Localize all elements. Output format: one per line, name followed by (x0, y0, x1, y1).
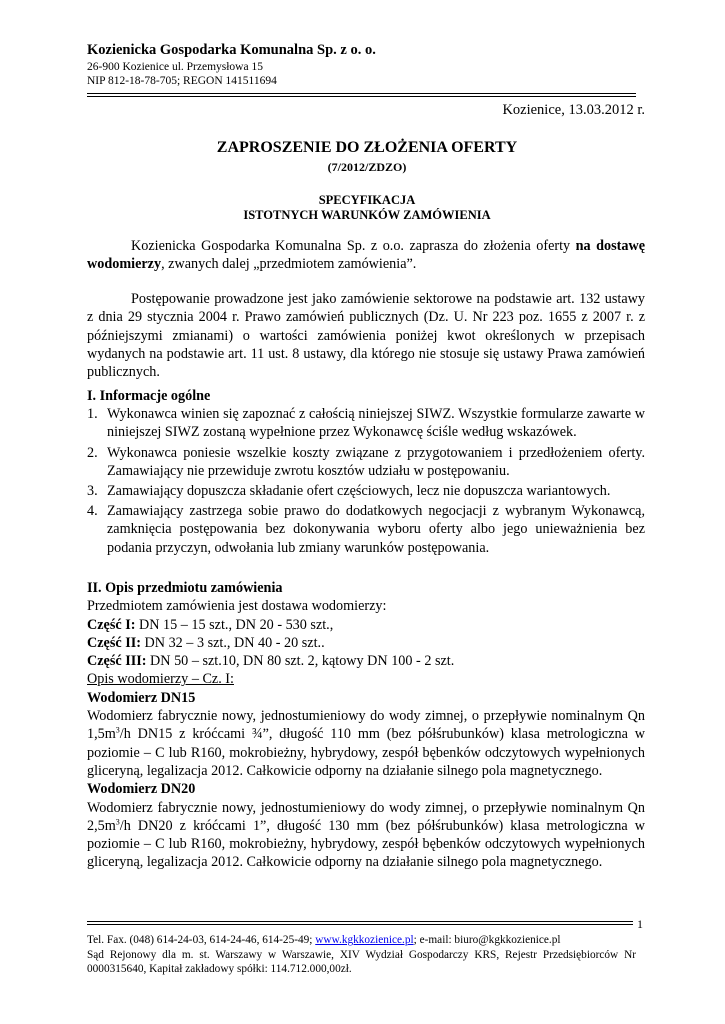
part-label: Część I: (87, 616, 136, 633)
intro-paragraph (87, 237, 645, 274)
spec-title-line2: ISTOTNYCH WARUNKÓW ZAMÓWIENIA (243, 208, 491, 222)
intro-text-c: , zwanych dalej „przedmiotem zamówienia”. (161, 256, 417, 273)
list-item-text: Wykonawca poniesie wszelkie koszty związane z przygotowaniem i przedłożeniem oferty. Zamawiający nie przewiduje zwrotu kosztów udziału w postępowaniu. (107, 445, 645, 480)
list-item-number: 2. (87, 445, 98, 461)
dn20-sup: 3 (115, 817, 120, 827)
list-item-number: 3. (87, 483, 98, 499)
header-rule (87, 93, 636, 94)
list-item-text: Zamawiający zastrzega sobie prawo do dodatkowych negocjacji z wybranym Wykonawcą, zamknięcia postępowania bez dokonywania wyboru oferty albo jego unieważnienia bez podania przyczyn, odwołania lub zmiany warunków postępowania. (107, 503, 645, 556)
document-number: (7/2012/ZDZO) (327, 160, 407, 174)
part-text: DN 32 – 3 szt., DN 40 - 20 szt.. (140, 634, 325, 651)
dn15-text-b: /h DN15 z króćcami ¾”, długość 110 mm (bez półśrubunków) klasa metrologiczna w poziomie – C lub R160, mokrobieżny, hybrydowy, zespół bębenków odczytowych wypełnionych gliceryną, legalizacja 2012. Całkowicie odporny na działanie silnego pola magnetycznego. (87, 726, 645, 779)
part-line (87, 652, 645, 670)
document-date: Kozienice, 13.03.2012 r. (502, 102, 645, 118)
company-address-block (87, 60, 277, 88)
section2-intro: Przedmiotem zamówienia jest dostawa wodomierzy: (87, 598, 387, 615)
company-ids: NIP 812-18-78-705; REGON 141511694 (87, 75, 277, 87)
spec-title-line1: SPECYFIKACJA (318, 193, 416, 207)
list-item-number: 4. (87, 503, 98, 519)
intro-text-a: Kozienicka Gospodarka Komunalna Sp. z o.o. zaprasza do złożenia oferty (131, 238, 576, 254)
footer-rule-2 (87, 924, 633, 925)
dn15-text-a: Wodomierz fabrycznie nowy, jednostumieniowy do wody zimnej, o przepływie nominalnym Qn 1,5m (87, 708, 645, 743)
section2 (87, 579, 645, 872)
section1-heading: I. Informacje ogólne (87, 388, 211, 404)
opis-label: Opis wodomierzy – Cz. I: (87, 671, 234, 688)
part-label: Część III: (87, 653, 147, 670)
dn20-text-a: Wodomierz fabrycznie nowy, jednostumieniowy do wody zimnej, o przepływie nominalnym Qn 2,5m (87, 799, 645, 834)
footer-rule (87, 921, 633, 922)
dn15-description (87, 707, 645, 780)
list-item-number: 1. (87, 406, 98, 422)
footer-registry: Sąd Rejonowy dla m. st. Warszawy w Warszawie, XIV Wydział Gospodarczy KRS, Rejestr Przedsiębiorców Nr 0000315640, Kapitał zakładowy spółki: 114.712.000,00zł. (87, 948, 636, 975)
document-title: ZAPROSZENIE DO ZŁOŻENIA OFERTY (216, 139, 518, 156)
footer-contact (87, 933, 636, 948)
list-item-text: Wykonawca winien się zapoznać z całością niniejszej SIWZ. Wszystkie formularze zawarte w niniejszej SIWZ zostaną wypełnione przez Wykonawcę ściśle według wskazówek. (107, 406, 645, 441)
dn20-description (87, 799, 645, 872)
company-address: 26-900 Kozienice ul. Przemysłowa 15 (87, 61, 263, 73)
part-text: DN 15 – 15 szt., DN 20 - 530 szt., (135, 616, 334, 633)
part-text: DN 50 – szt.10, DN 80 szt. 2, kątowy DN 100 - 2 szt. (146, 653, 455, 670)
footer (87, 933, 636, 977)
dn15-heading: Wodomierz DN15 (87, 689, 196, 706)
footer-phone: Tel. Fax. (048) 614-24-03, 614-24-46, 614-25-49; (87, 934, 316, 946)
intro-text-bold: na dostawę wodomierzy (87, 238, 645, 273)
page-number: 1 (637, 917, 643, 931)
company-name: Kozienicka Gospodarka Komunalna Sp. z o. o. (87, 42, 376, 58)
footer-email: ; e-mail: biuro@kgkkozienice.pl (413, 934, 561, 946)
dn15-sup: 3 (115, 725, 120, 735)
spec-title (87, 193, 647, 223)
part-line (87, 634, 645, 652)
dn20-heading: Wodomierz DN20 (87, 781, 196, 798)
list-item-text: Zamawiający dopuszcza składanie ofert częściowych, lecz nie dopuszcza wariantowych. (107, 483, 611, 499)
procedure-paragraph: Postępowanie prowadzone jest jako zamówienie sektorowe na podstawie art. 132 ustawy z dnia 29 stycznia 2004 r. Prawo zamówień publicznych (Dz. U. Nr 223 poz. 1655 z 2007 r. z późniejszymi zmianami) o wartości zamówienia poniżej kwot określonych w przepisach wydanych na podstawie art. 11 ust. 8 ustawy, dla którego nie stosuje się ustawy Prawa zamówień publicznych. (87, 291, 645, 381)
header-rule-2 (87, 96, 636, 97)
section2-heading: II. Opis przedmiotu zamówienia (87, 580, 283, 596)
part-label: Część II: (87, 634, 141, 651)
website-link[interactable]: www.kgkkozienice.pl (315, 934, 414, 946)
part-line (87, 616, 645, 634)
dn20-text-b: /h DN20 z króćcami 1”, długość 130 mm (bez półśrubunków) klasa metrologiczna w poziomie – C lub R160, mokrobieżny, hybrydowy, zespół bębenków odczytowych wypełnionych gliceryną, legalizacja 2012. Całkowicie odporny na działanie silnego pola magnetycznego. (87, 817, 645, 871)
